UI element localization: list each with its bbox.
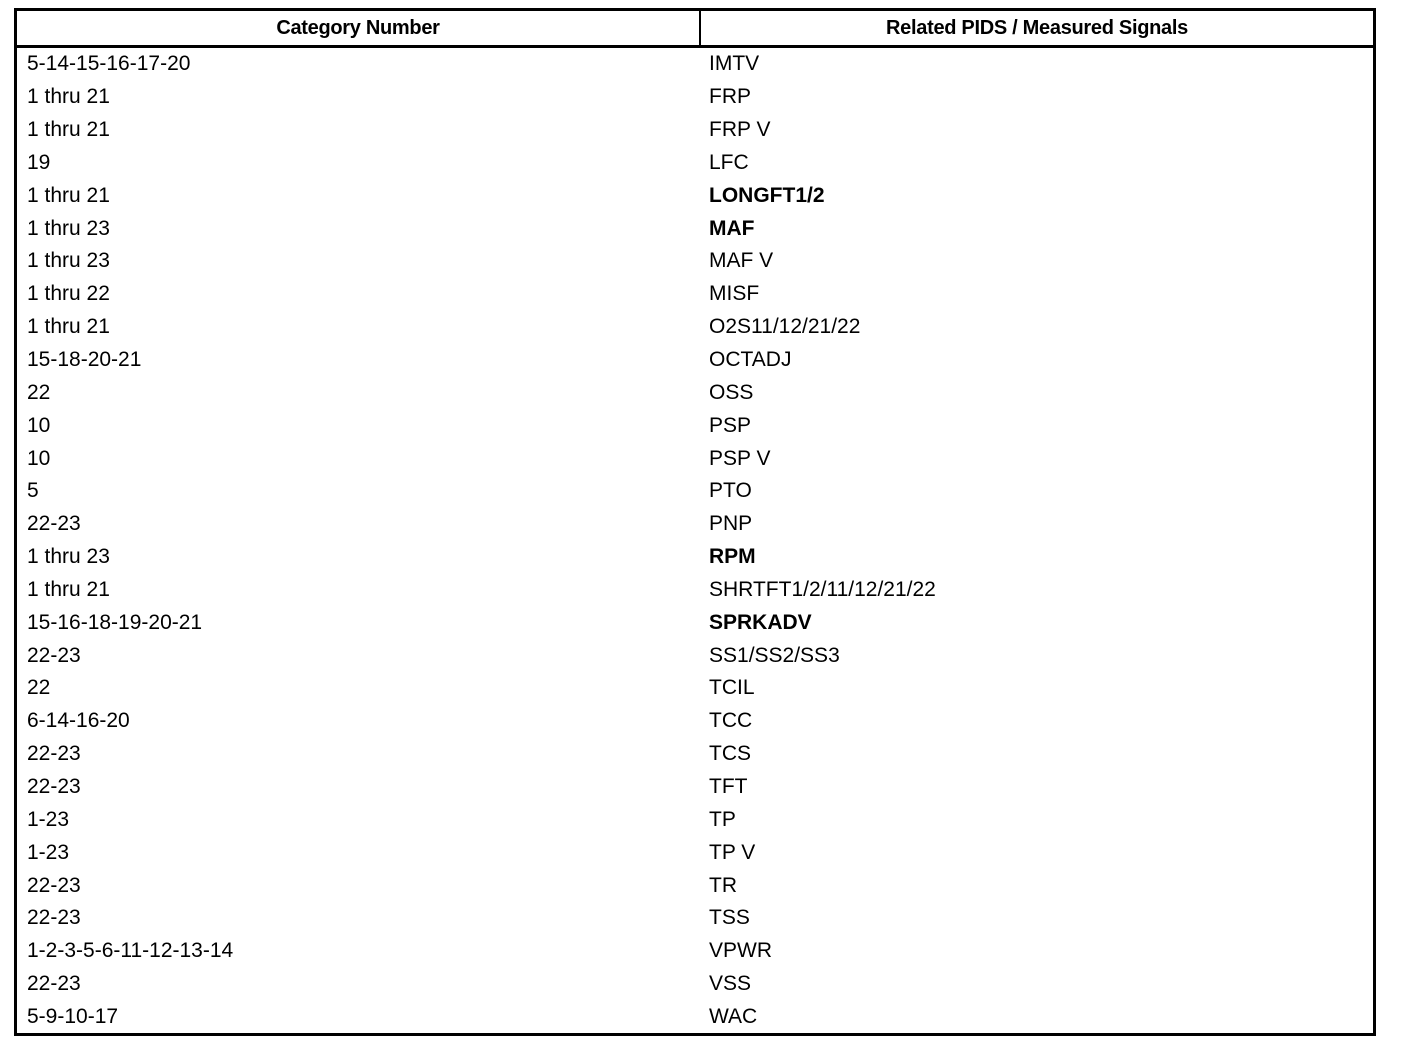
- table-row: [17, 705, 1373, 738]
- table-header: [17, 11, 1373, 48]
- signal-cell: TCIL: [709, 676, 755, 700]
- signal-cell: LFC: [709, 150, 749, 174]
- header-related-pids: Related PIDS / Measured Signals: [886, 16, 1188, 39]
- category-number-cell: 15-16-18-19-20-21: [27, 610, 203, 634]
- signal-cell: TSS: [709, 906, 750, 930]
- signal-cell: FRP V: [709, 118, 771, 142]
- table-row: [17, 245, 1373, 278]
- table-row: [17, 803, 1373, 836]
- signal-cell: OCTADJ: [709, 348, 792, 372]
- category-number-cell: 1 thru 21: [27, 183, 110, 207]
- category-number-cell: 6-14-16-20: [27, 709, 130, 733]
- category-number-cell: 1 thru 21: [27, 85, 110, 109]
- category-number-cell: 1 thru 23: [27, 249, 110, 273]
- signal-cell: TFT: [709, 774, 748, 798]
- signal-cell: TCS: [709, 742, 751, 766]
- category-number-cell: 5-14-15-16-17-20: [27, 52, 191, 76]
- category-number-cell: 19: [27, 150, 51, 174]
- table-row: [17, 1000, 1373, 1033]
- table-row: [17, 574, 1373, 607]
- table-row: [17, 869, 1373, 902]
- signal-cell: RPM: [709, 545, 756, 569]
- category-number-cell: 22-23: [27, 512, 81, 536]
- table-row: [17, 672, 1373, 705]
- signal-cell: TCC: [709, 709, 753, 733]
- table-row: [17, 508, 1373, 541]
- table-row: [17, 114, 1373, 147]
- signal-cell: WAC: [709, 1004, 758, 1028]
- signal-cell: SS1/SS2/SS3: [709, 643, 840, 667]
- header-category-number: Category Number: [17, 11, 701, 45]
- table-row: [17, 409, 1373, 442]
- table-row: [17, 738, 1373, 771]
- table-row: [17, 147, 1373, 180]
- signal-cell: IMTV: [709, 52, 760, 76]
- category-number-cell: 1-2-3-5-6-11-12-13-14: [27, 939, 234, 963]
- signal-cell: TP: [709, 807, 736, 831]
- category-number-cell: 5-9-10-17: [27, 1004, 119, 1028]
- signal-cell: MISF: [709, 282, 760, 306]
- table-row: [17, 935, 1373, 968]
- category-number-cell: 1 thru 22: [27, 282, 110, 306]
- signal-cell: MAF V: [709, 249, 774, 273]
- category-number-cell: 22-23: [27, 906, 81, 930]
- category-number-cell: 1 thru 21: [27, 577, 110, 601]
- table-row: [17, 541, 1373, 574]
- table-row: [17, 475, 1373, 508]
- table-row: [17, 442, 1373, 475]
- table-row: [17, 311, 1373, 344]
- signal-cell: MAF: [709, 216, 755, 240]
- table-row: [17, 968, 1373, 1001]
- signal-cell: SPRKADV: [709, 610, 812, 634]
- category-number-cell: 1-23: [27, 807, 70, 831]
- signal-cell: VSS: [709, 972, 752, 996]
- signal-cell: SHRTFT1/2/11/12/21/22: [709, 577, 936, 601]
- table-row: [17, 836, 1373, 869]
- table-row: [17, 212, 1373, 245]
- category-number-cell: 22-23: [27, 774, 81, 798]
- table-body: [17, 48, 1373, 1033]
- table-row: [17, 48, 1373, 81]
- category-number-cell: 1-23: [27, 840, 70, 864]
- category-number-cell: 22: [27, 380, 51, 404]
- table-row: [17, 179, 1373, 212]
- table-row: [17, 278, 1373, 311]
- signal-cell: PNP: [709, 512, 753, 536]
- table-row: [17, 639, 1373, 672]
- signal-cell: PSP V: [709, 446, 771, 470]
- category-number-cell: 22-23: [27, 742, 81, 766]
- signal-cell: TR: [709, 873, 737, 897]
- signal-cell: LONGFT1/2: [709, 183, 825, 207]
- category-number-cell: 1 thru 23: [27, 216, 110, 240]
- category-number-cell: 22-23: [27, 643, 81, 667]
- category-number-cell: 22-23: [27, 873, 81, 897]
- signal-cell: PTO: [709, 479, 752, 503]
- category-number-cell: 1 thru 21: [27, 315, 110, 339]
- table-row: [17, 81, 1373, 114]
- category-number-cell: 10: [27, 413, 51, 437]
- pids-table: [14, 8, 1376, 1036]
- table-row: [17, 606, 1373, 639]
- table-row: [17, 344, 1373, 377]
- table-row: [17, 376, 1373, 409]
- category-number-cell: 1 thru 21: [27, 118, 110, 142]
- table-row: [17, 771, 1373, 804]
- category-number-cell: 1 thru 23: [27, 545, 110, 569]
- category-number-cell: 22-23: [27, 972, 81, 996]
- signal-cell: FRP: [709, 85, 751, 109]
- signal-cell: O2S11/12/21/22: [709, 315, 861, 339]
- category-number-cell: 22: [27, 676, 51, 700]
- table-row: [17, 902, 1373, 935]
- signal-cell: TP V: [709, 840, 756, 864]
- category-number-cell: 5: [27, 479, 39, 503]
- category-number-cell: 10: [27, 446, 51, 470]
- signal-cell: VPWR: [709, 939, 772, 963]
- signal-cell: OSS: [709, 380, 754, 404]
- category-number-cell: 15-18-20-21: [27, 348, 142, 372]
- signal-cell: PSP: [709, 413, 752, 437]
